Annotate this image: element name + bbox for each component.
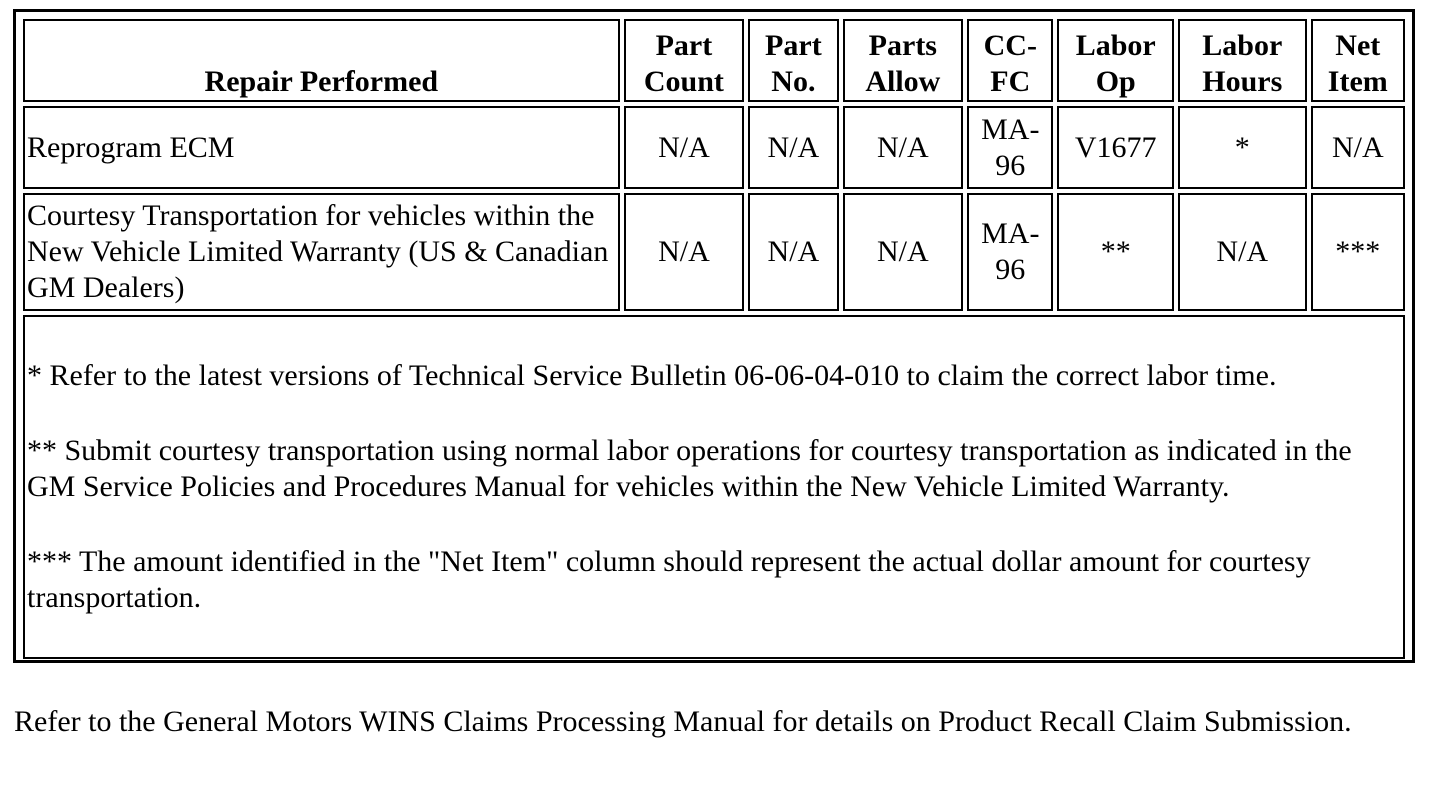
cell-part-count: N/A bbox=[624, 106, 745, 189]
cell-labor-op: ** bbox=[1057, 193, 1174, 311]
cell-parts-allow: N/A bbox=[843, 193, 964, 311]
header-labor-hours: Labor Hours bbox=[1178, 19, 1307, 102]
cell-cc-fc: MA-96 bbox=[967, 106, 1053, 189]
cell-labor-op: V1677 bbox=[1057, 106, 1174, 189]
table-row bbox=[23, 106, 1405, 189]
labor-table-frame bbox=[13, 9, 1415, 663]
table-row bbox=[23, 193, 1405, 311]
header-net-item: Net Item bbox=[1311, 19, 1405, 102]
cell-parts-allow: N/A bbox=[843, 106, 964, 189]
labor-operation-table bbox=[19, 15, 1409, 663]
cell-net-item: N/A bbox=[1311, 106, 1405, 189]
cell-repair-performed: Courtesy Transportation for vehicles within the New Vehicle Limited Warranty (US & Canadian GM Dealers) bbox=[23, 193, 620, 311]
header-parts-allow: Parts Allow bbox=[843, 19, 964, 102]
cell-net-item: *** bbox=[1311, 193, 1405, 311]
note-single-asterisk: * Refer to the latest versions of Technical Service Bulletin 06-06-04-010 to claim the correct labor time. bbox=[27, 359, 1277, 392]
header-cc-fc: CC-FC bbox=[967, 19, 1053, 102]
cell-part-no: N/A bbox=[748, 193, 838, 311]
note-double-asterisk: ** Submit courtesy transportation using normal labor operations for courtesy transportation as indicated in the GM Service Policies and Procedures Manual for vehicles within the New Vehicle Limited Warranty. bbox=[27, 434, 1352, 503]
note-triple-asterisk: *** The amount identified in the "Net Item" column should represent the actual dollar amount for courtesy transportation. bbox=[27, 545, 1311, 614]
header-part-count: Part Count bbox=[624, 19, 745, 102]
notes-row bbox=[23, 315, 1405, 659]
cell-cc-fc: MA-96 bbox=[967, 193, 1053, 311]
header-labor-op: Labor Op bbox=[1057, 19, 1174, 102]
cell-labor-hours: N/A bbox=[1178, 193, 1307, 311]
claims-manual-reference: Refer to the General Motors WINS Claims Processing Manual for details on Product Recall Claim Submission. bbox=[14, 705, 1352, 738]
notes-cell bbox=[23, 315, 1405, 659]
cell-repair-performed: Reprogram ECM bbox=[23, 106, 620, 189]
header-part-no: Part No. bbox=[748, 19, 838, 102]
cell-part-no: N/A bbox=[748, 106, 838, 189]
cell-labor-hours: * bbox=[1178, 106, 1307, 189]
header-repair-performed: Repair Performed bbox=[23, 19, 620, 102]
cell-part-count: N/A bbox=[624, 193, 745, 311]
table-header-row bbox=[23, 19, 1405, 102]
